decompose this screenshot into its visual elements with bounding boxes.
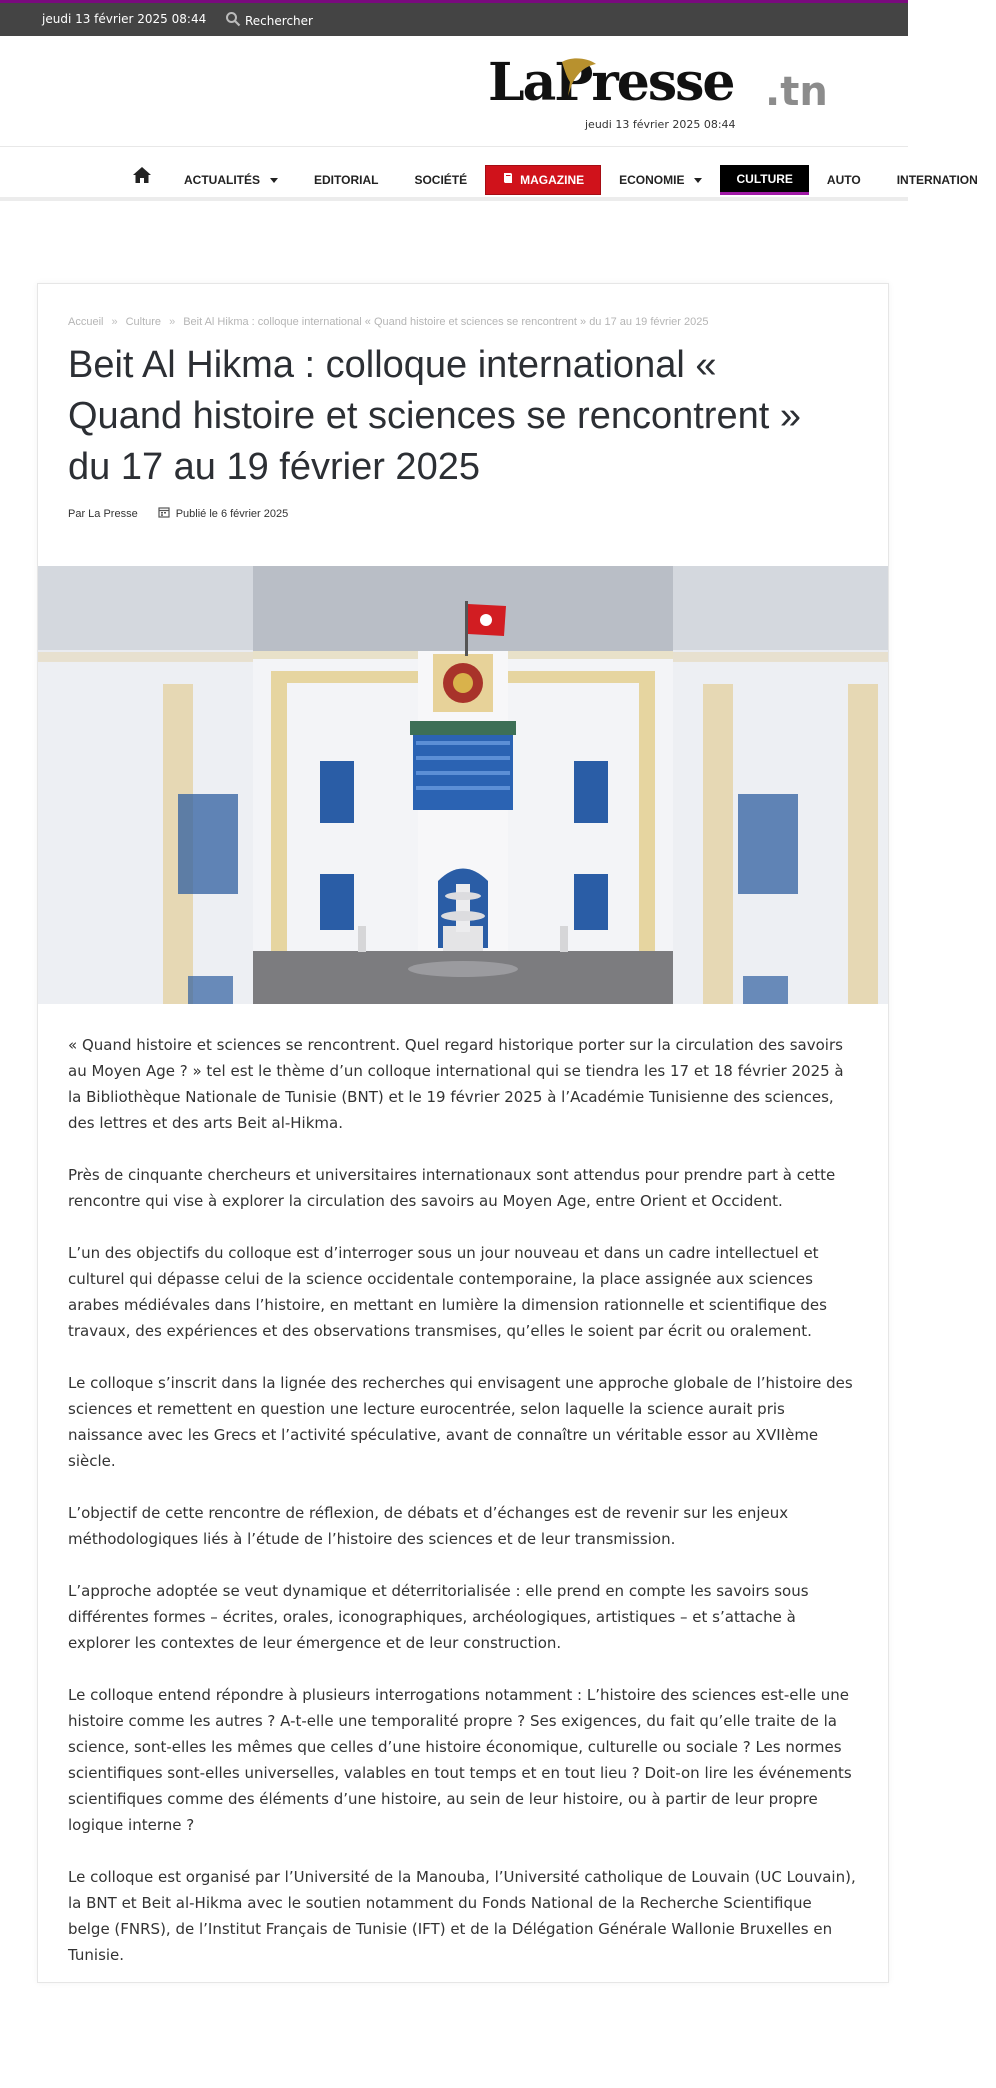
logo-tld: .tn [765,69,828,115]
article-paragraph: Près de cinquante chercheurs et universitaires internationaux sont attendus pour prendre part à cette rencontre qui vise à explorer la circulation des savoirs au Moyen Age, entre Orient et Occident. [68,1166,836,1210]
calendar-icon [158,506,170,521]
nav-item-editorial[interactable]: EDITORIAL [314,173,379,187]
article-author[interactable]: Par La Presse [68,507,138,520]
top-bar-date: jeudi 13 février 2025 08:44 [42,12,207,26]
chevron-down-icon [270,178,278,183]
chevron-right-icon: » [111,316,118,328]
article-published-date: Publié le 6 février 2025 [175,507,289,520]
article-featured-image [38,566,888,1004]
nav-item-magazine[interactable]: MAGAZINE [485,165,601,195]
home-icon [132,165,152,195]
article-paragraph: L’approche adoptée se veut dynamique et déterritorialisée : elle prend en compte les savoirs sous différentes formes – écrites, orales, iconographiques, archéologiques, artistiques – et s’attache à explorer les contextes de leur émergence et de leur construction. [68,1582,809,1652]
search-label: Rechercher [245,13,313,28]
article-paragraph: L’un des objectifs du colloque est d’interroger sous un jour nouveau et dans un cadre intellectuel et culturel qui dépasse celui de la science occidentale contemporaine, la place assignée aux sciences arabes médiévales dans l’histoire, en mettant en lumière la dimension rationnelle et scientifique des travaux, des expériences et des observations transmises, qu’elles le soient par écrit ou oralement. [68,1244,827,1340]
book-icon [502,165,514,195]
article-paragraph: « Quand histoire et sciences se rencontrent. Quel regard historique porter sur la circulation des savoirs au Moyen Age ? » tel est le thème d’un colloque international qui se tiendra les 17 et 18 février 2025 à la Bibliothèque Nationale de Tunisie (BNT) et le 19 février 2025 à l’Académie Tunisienne des sciences, des lettres et des arts Beit al-Hikma. [68,1036,844,1132]
breadcrumb-category[interactable]: Culture [125,316,162,328]
article-title: Beit Al Hikma : colloque international « Quand histoire et sciences se rencontrent » du 17 au 19 février 2025 [68,344,801,488]
breadcrumb [68,316,708,328]
chevron-down-icon [694,178,702,183]
top-bar [0,0,908,36]
article-card [37,283,889,1983]
nav-item-international[interactable]: INTERNATION [896,173,978,187]
nav-item-economie[interactable]: ECONOMIE [601,165,720,195]
search-button[interactable] [225,11,313,30]
chevron-right-icon: » [169,316,176,328]
article-paragraph: Le colloque s’inscrit dans la lignée des recherches qui envisagent une approche globale de l’histoire des sciences et remettent en question une lecture eurocentrée, selon laquelle la science aurait pris naissance avec les Grecs et l’activité spéculative, avant de connaître un véritable essor au XVIIème siècle. [68,1374,853,1470]
breadcrumb-current: Beit Al Hikma : colloque international « Quand histoire et sciences se rencontrent » du 17 au 19 février 2025 [183,316,709,328]
logo-main: LaPresse [488,52,734,113]
article-paragraph: Le colloque entend répondre à plusieurs interrogations notamment : L’histoire des sciences est-elle une histoire comme les autres ? A-t-elle une temporalité propre ? Ses exigences, du fait qu’elle traite de la science, sont-elles les mêmes que celles d’une histoire économique, culturelle ou sociale ? Les normes scientifiques sont-elles universelles, valables en tout temps et en tout lieu ? Doit-on lire les événements scientifiques comme des éléments d’une histoire, au sein de leur histoire, ou à partir de leur propre logique interne ? [68,1686,852,1834]
site-logo[interactable] [488,52,842,118]
nav-item-culture[interactable]: CULTURE [720,165,808,195]
article-meta [68,506,288,521]
header-date: jeudi 13 février 2025 08:44 [585,118,736,131]
search-icon [225,11,241,30]
article-paragraph: Le colloque est organisé par l’Université de la Manouba, l’Université catholique de Louvain (UC Louvain), la BNT et Beit al-Hikma avec le soutien notamment du Fonds National de la Recherche Scientifique belge (FNRS), de l’Institut Français de Tunisie (IFT) et de la Délégation Générale Wallonie Bruxelles en Tunisie. [68,1868,856,1964]
nav-home[interactable] [118,165,166,195]
article-paragraph: L’objectif de cette rencontre de réflexion, de débats et d’échanges est de revenir sur les enjeux méthodologiques liés à l’étude de l’histoire des sciences et de leur transmission. [68,1504,789,1548]
quill-icon [558,54,598,102]
nav-item-actualites[interactable]: ACTUALITÉS [166,165,296,195]
article-body [68,1032,858,1994]
breadcrumb-home[interactable]: Accueil [68,316,104,328]
nav-item-auto[interactable]: AUTO [826,173,861,187]
nav-item-societe[interactable]: SOCIÉTÉ [414,173,468,187]
site-header [0,36,908,147]
main-nav [0,147,978,201]
